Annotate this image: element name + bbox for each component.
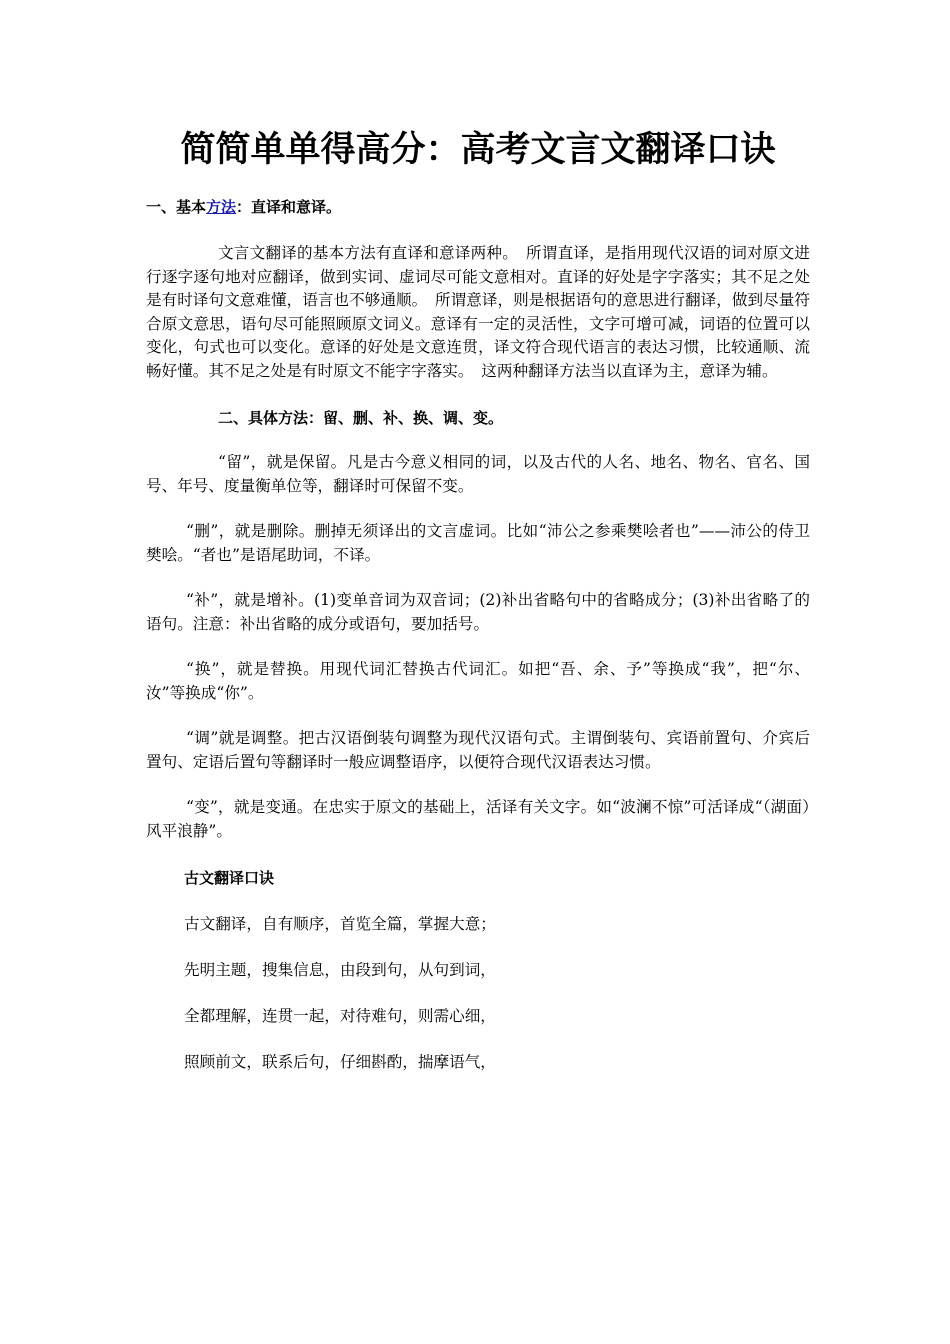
section-heading-basic-methods	[146, 194, 810, 220]
mnemonic-heading: 古文翻译口诀	[184, 869, 275, 887]
section-heading-suffix: ：直译和意译。	[236, 198, 342, 216]
mnemonic-line: 先明主题，搜集信息，由段到句，从句到词，	[184, 961, 496, 979]
method-liu-paragraph: “留”，就是保留。凡是古今意义相同的词，以及古代的人名、地名、物名、官名、国号、年号、度量衡单位等，翻译时可保留不变。	[146, 453, 810, 495]
method-tiao-paragraph: “调”就是调整。把古汉语倒装句调整为现代汉语句式。主谓倒装句、宾语前置句、介宾后置句、定语后置句等翻译时一般应调整语序，以便符合现代汉语表达习惯。	[146, 729, 810, 771]
mnemonic-line: 古文翻译，自有顺序，首览全篇，掌握大意；	[184, 915, 496, 933]
intro-paragraph: 文言文翻译的基本方法有直译和意译两种。 所谓直译，是指用现代汉语的词对原文进行逐字逐句地对应翻译，做到实词、虚词尽可能文意相对。直译的好处是字字落实；其不足之处是有时译句文意难懂，语言也不够通顺。 所谓意译，则是根据语句的意思进行翻译，做到尽量符合原文意思，语句尽可能照顾原文词义。意译有一定的灵活性，文字可增可减，词语的位置可以变化，句式也可以变化。意译的好处是文意连贯，译文符合现代语言的表达习惯，比较通顺、流畅好懂。其不足之处是有时原文不能字字落实。 这两种翻译方法当以直译为主，意译为辅。	[146, 244, 810, 380]
methods-link[interactable]: 方法	[206, 198, 237, 216]
page-title: 简简单单得高分：高考文言文翻译口诀	[180, 129, 776, 170]
method-bian-paragraph: “变”，就是变通。在忠实于原文的基础上，活译有关文字。如“波澜不惊”可活译成“（湖面）风平浪静”。	[146, 798, 810, 840]
mnemonic-line: 照顾前文，联系后句，仔细斟酌，揣摩语气，	[184, 1053, 496, 1071]
section-heading-prefix: 一、基本	[146, 198, 207, 216]
method-huan-paragraph: “换”，就是替换。用现代词汇替换古代词汇。如把“吾、余、予”等换成“我”，把“尔、汝”等换成“你”。	[146, 660, 810, 702]
mnemonic-line: 全都理解，连贯一起，对待难句，则需心细，	[184, 1007, 496, 1025]
document-page	[146, 122, 810, 1095]
section-heading-specific-methods: 二、具体方法：留、删、补、换、调、变。	[218, 409, 504, 427]
method-bu-paragraph: “补”，就是增补。(1)变单音词为双音词；(2)补出省略句中的省略成分；(3)补出省略了的语句。注意：补出省略的成分或语句，要加括号。	[146, 591, 810, 633]
method-shan-paragraph: “删”，就是删除。删掉无须译出的文言虚词。比如“沛公之参乘樊哙者也”——沛公的侍卫樊哙。“者也”是语尾助词，不译。	[146, 522, 810, 564]
